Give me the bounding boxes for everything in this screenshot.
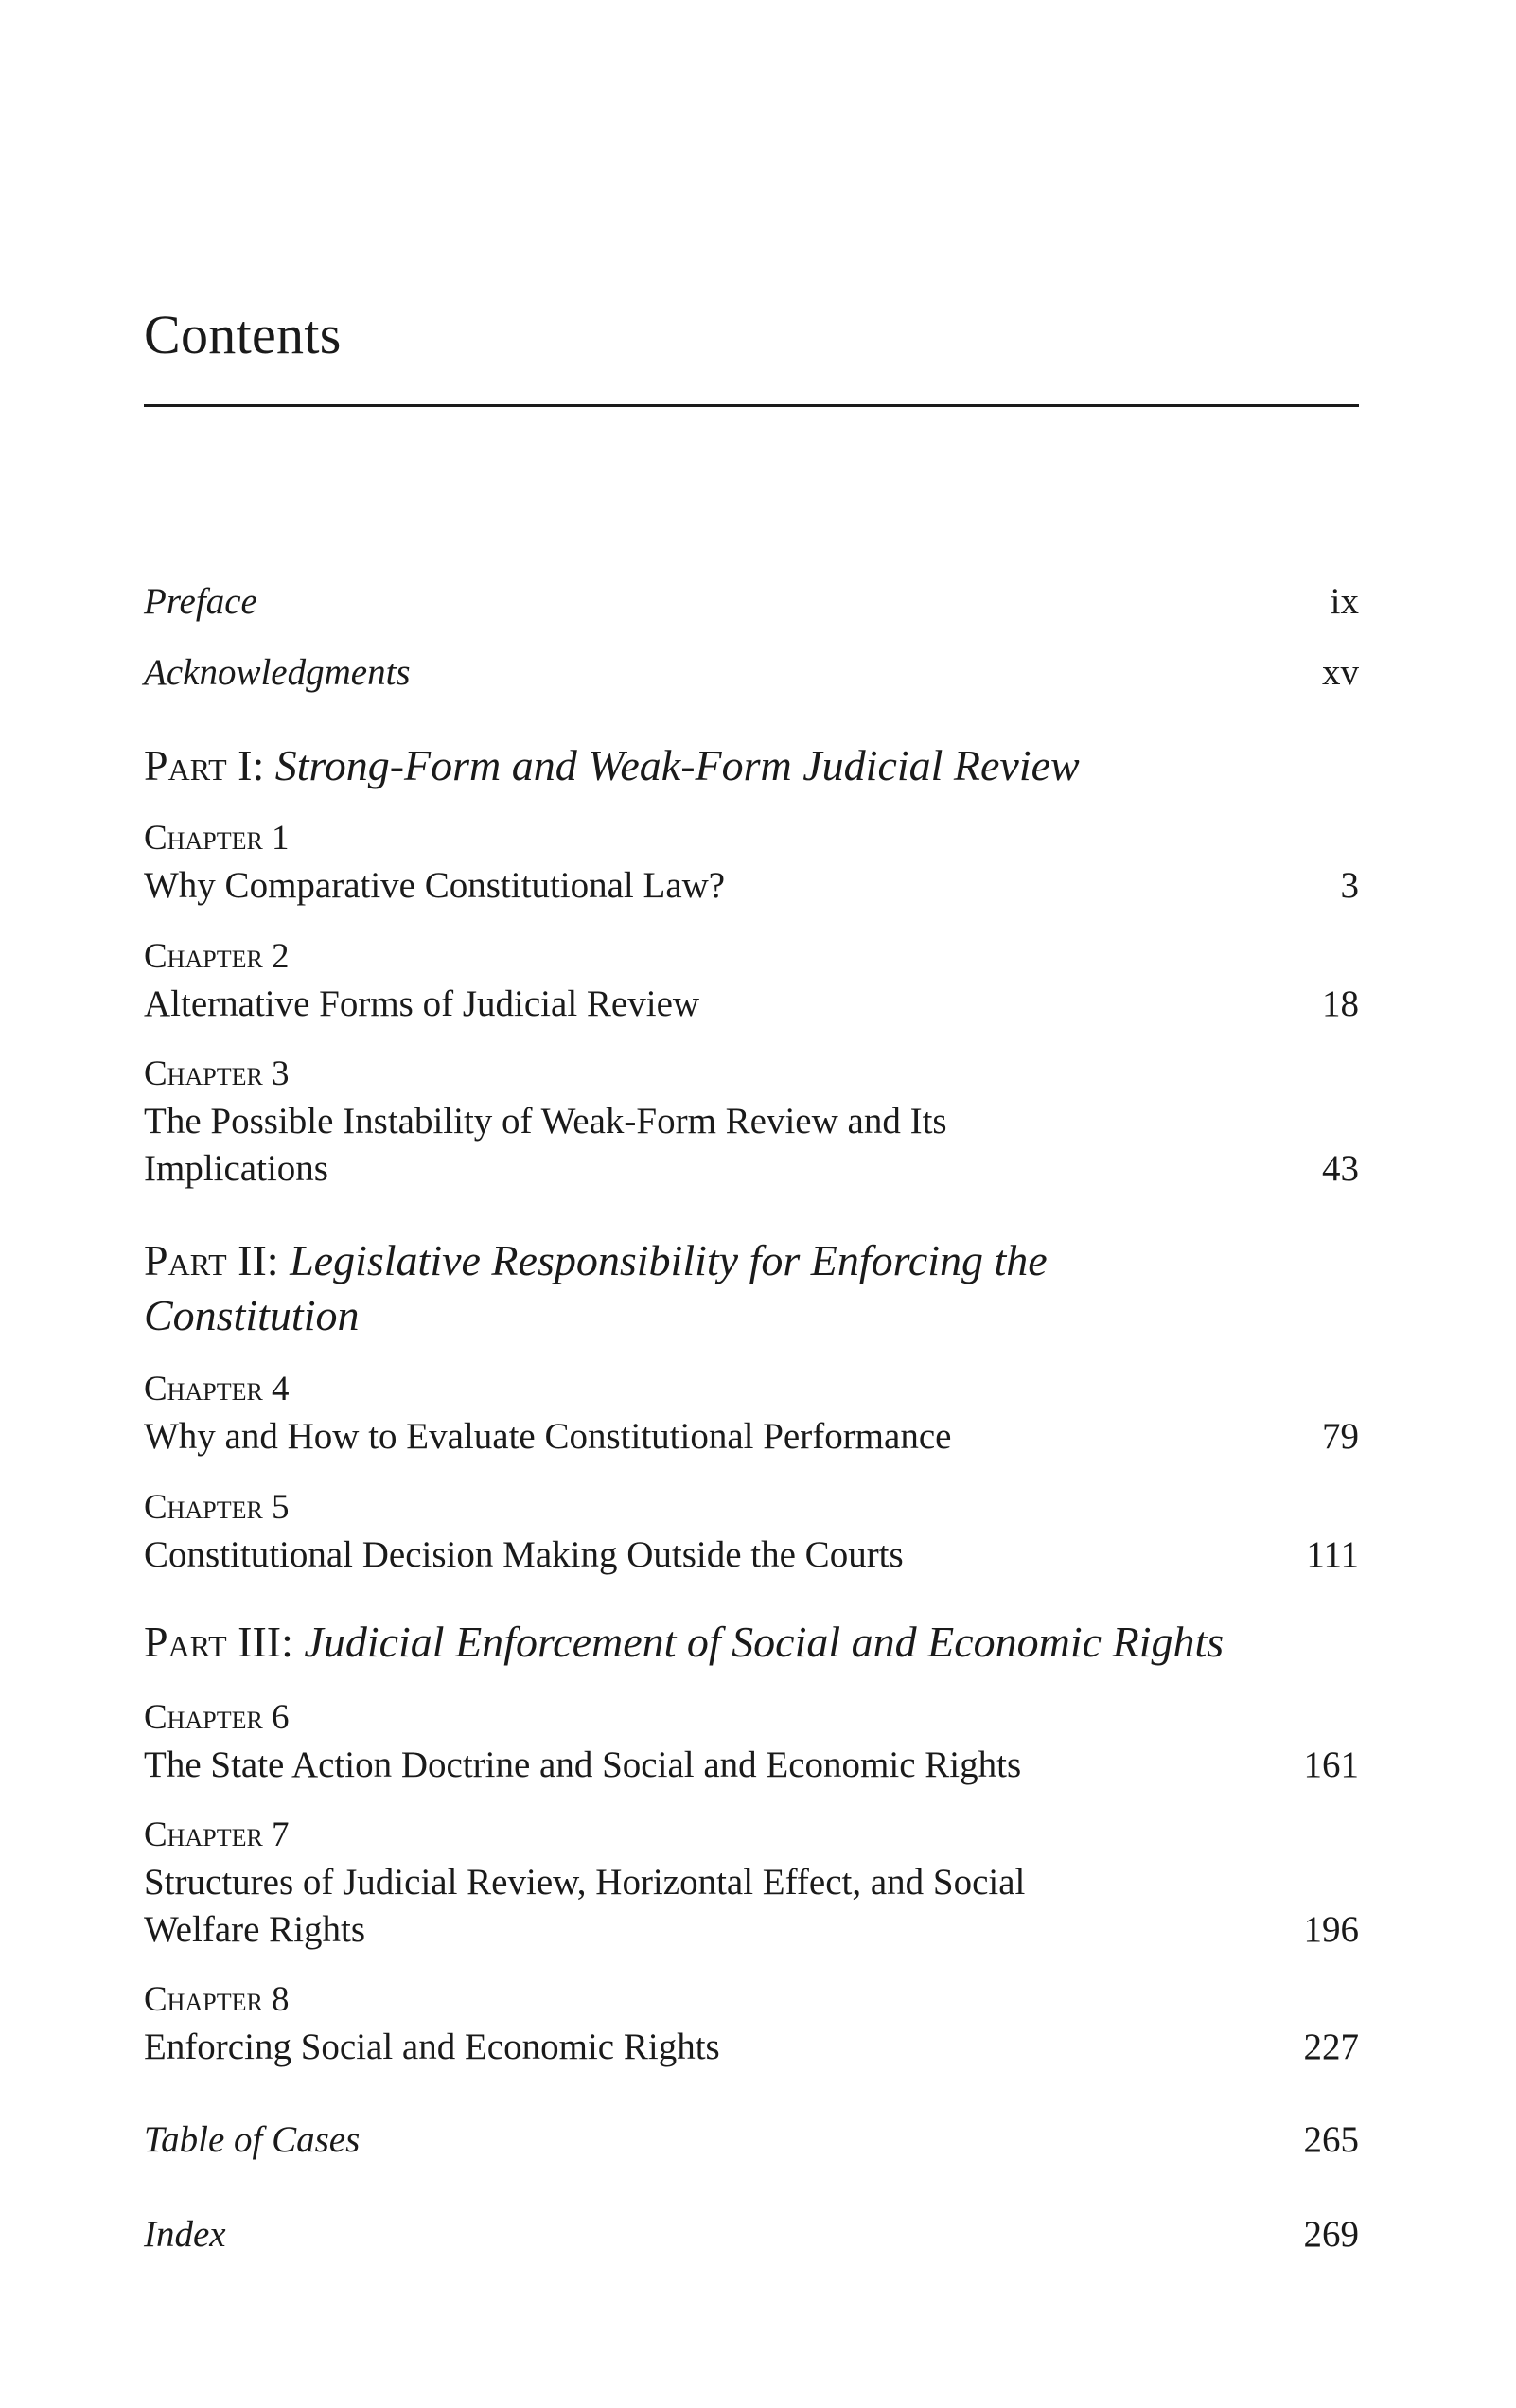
chapter-title: Alternative Forms of Judicial Review	[144, 983, 700, 1024]
toc-entry-chapter-4[interactable]	[144, 1366, 1359, 1461]
part-label: Part I:	[144, 741, 265, 789]
toc-entry-chapter-7[interactable]	[144, 1812, 1359, 1954]
part-heading-2	[144, 1233, 1359, 1343]
chapter-title: The State Action Doctrine and Social and Economic Rights	[144, 1744, 1022, 1785]
entry-page-number: 227	[1303, 2027, 1359, 2067]
part-title: Strong-Form and Weak-Form Judicial Review	[274, 741, 1080, 789]
entry-page-number: 269	[1303, 2214, 1359, 2255]
part-title-line: Legislative Responsibility for Enforcing the	[290, 1236, 1048, 1284]
part-label: Part II:	[144, 1236, 279, 1284]
chapter-title: Constitutional Decision Making Outside the Courts	[144, 1534, 904, 1575]
part-heading-1	[144, 738, 1359, 793]
chapter-label: Chapter 8	[144, 1980, 290, 2019]
entry-page-number: 18	[1322, 983, 1359, 1024]
toc-entry-chapter-2[interactable]	[144, 933, 1359, 1028]
chapter-label: Chapter 4	[144, 1370, 290, 1408]
part-title: Judicial Enforcement of Social and Economic Rights	[304, 1618, 1225, 1666]
toc-entry-acknowledgments[interactable]	[144, 649, 1359, 697]
chapter-label: Chapter 5	[144, 1488, 290, 1527]
entry-page-number: 79	[1322, 1416, 1359, 1457]
chapter-title-line: Structures of Judicial Review, Horizontal Effect, and Social	[144, 1862, 1026, 1903]
chapter-label: Chapter 6	[144, 1698, 290, 1737]
part-label: Part III:	[144, 1618, 293, 1666]
entry-page-number: 111	[1306, 1534, 1359, 1575]
entry-page-number: 161	[1303, 1744, 1359, 1785]
entry-page-number: 196	[1303, 1909, 1359, 1950]
part-title-line: Constitution	[144, 1291, 360, 1339]
toc-entry-table-of-cases[interactable]	[144, 2116, 1359, 2164]
chapter-title: Why Comparative Constitutional Law?	[144, 865, 726, 906]
entry-label: Preface	[144, 581, 257, 622]
chapter-title-line: Implications	[144, 1148, 328, 1189]
title-rule	[144, 404, 1359, 407]
toc-entry-index[interactable]	[144, 2211, 1359, 2258]
part-heading-3	[144, 1615, 1359, 1670]
chapter-title-line: Welfare Rights	[144, 1909, 366, 1950]
toc-entry-chapter-1[interactable]	[144, 815, 1359, 910]
entry-page-number: 3	[1340, 865, 1359, 906]
toc-entry-chapter-3[interactable]	[144, 1051, 1359, 1193]
entry-page-number: xv	[1322, 652, 1359, 693]
toc-entry-chapter-6[interactable]	[144, 1694, 1359, 1789]
page-title: Contents	[144, 304, 342, 365]
toc-entry-chapter-5[interactable]	[144, 1484, 1359, 1579]
entry-page-number: 265	[1303, 2119, 1359, 2160]
chapter-label: Chapter 7	[144, 1815, 290, 1854]
toc-entry-preface[interactable]	[144, 578, 1359, 626]
chapter-title: Enforcing Social and Economic Rights	[144, 2027, 720, 2067]
entry-page-number: ix	[1330, 581, 1359, 622]
entry-label: Table of Cases	[144, 2119, 361, 2160]
entry-label: Index	[144, 2214, 226, 2255]
entry-page-number: 43	[1322, 1148, 1359, 1189]
entry-label: Acknowledgments	[144, 652, 411, 693]
toc-entry-chapter-8[interactable]	[144, 1976, 1359, 2071]
chapter-label: Chapter 1	[144, 819, 290, 858]
chapter-title: Why and How to Evaluate Constitutional Performance	[144, 1416, 952, 1457]
chapter-label: Chapter 2	[144, 937, 290, 976]
chapter-label: Chapter 3	[144, 1054, 290, 1093]
chapter-title-line: The Possible Instability of Weak-Form Review and Its	[144, 1101, 947, 1142]
